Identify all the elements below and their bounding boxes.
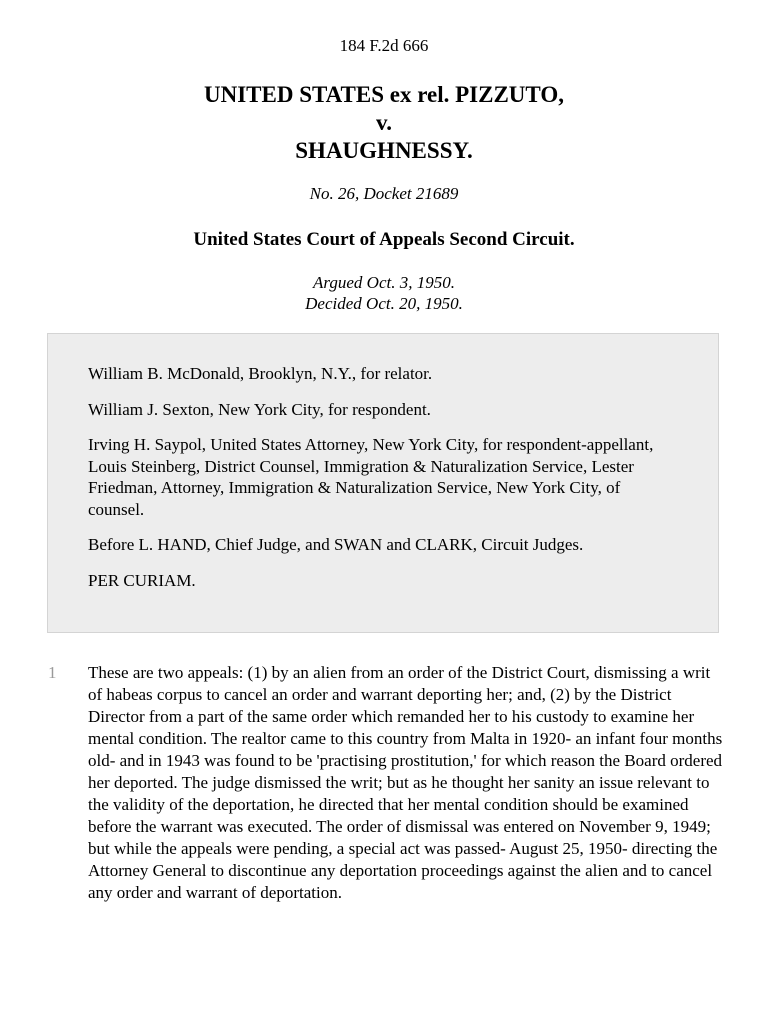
argued-date: Argued Oct. 3, 1950.: [313, 273, 455, 292]
case-citation: 184 F.2d 666: [339, 36, 429, 55]
counsel-box: [47, 333, 719, 633]
case-title: [0, 81, 768, 165]
case-title-line-3: SHAUGHNESSY.: [295, 138, 473, 163]
per-curiam: PER CURIAM.: [88, 570, 196, 590]
docket-number: No. 26, Docket 21689: [309, 184, 459, 203]
counsel-relator: William B. McDonald, Brooklyn, N.Y., for relator.: [88, 364, 433, 383]
counsel-respondent: William J. Sexton, New York City, for respondent.: [88, 399, 431, 419]
counsel-appellant: Irving H. Saypol, United States Attorney, New York City, for respondent-appellant, Louis Steinberg, District Counsel, Immigration & Naturalization Service, Lester Friedman, Attorney, Immigration & Naturalization Service, New York City, of counsel.: [88, 435, 654, 519]
paragraph-text: These are two appeals: (1) by an alien from an order of the District Court, dismissing a writ of habeas corpus to cancel an order and warrant deporting her; and, (2) by the District Director from a part of the same order which remanded her to his custody to examine her mental condition. The realtor came to this country from Malta in 1920- an infant four months old- and in 1943 was found to be 'practising prostitution,' for which reason the Board ordered her deported. The judge dismissed the writ; but as he thought her sanity an issue relevant to the validity of the deportation, he directed that her mental condition should be examined before the warrant was executed. The order of dismissal was entered on November 9, 1949; but while the appeals were pending, a special act was passed- August 25, 1950- directing the Attorney General to discontinue any deportation proceedings against the alien and to cancel any order and warrant of deportation.: [88, 663, 723, 902]
decided-date: Decided Oct. 20, 1950.: [305, 294, 463, 313]
bench-panel: Before L. HAND, Chief Judge, and SWAN and CLARK, Circuit Judges.: [88, 535, 584, 554]
case-title-line-1: UNITED STATES ex rel. PIZZUTO,: [204, 82, 564, 107]
case-dates: [0, 272, 768, 314]
case-title-line-2: v.: [376, 110, 392, 135]
court-name: United States Court of Appeals Second Circuit.: [193, 229, 575, 250]
paragraph-number: 1: [48, 663, 57, 682]
